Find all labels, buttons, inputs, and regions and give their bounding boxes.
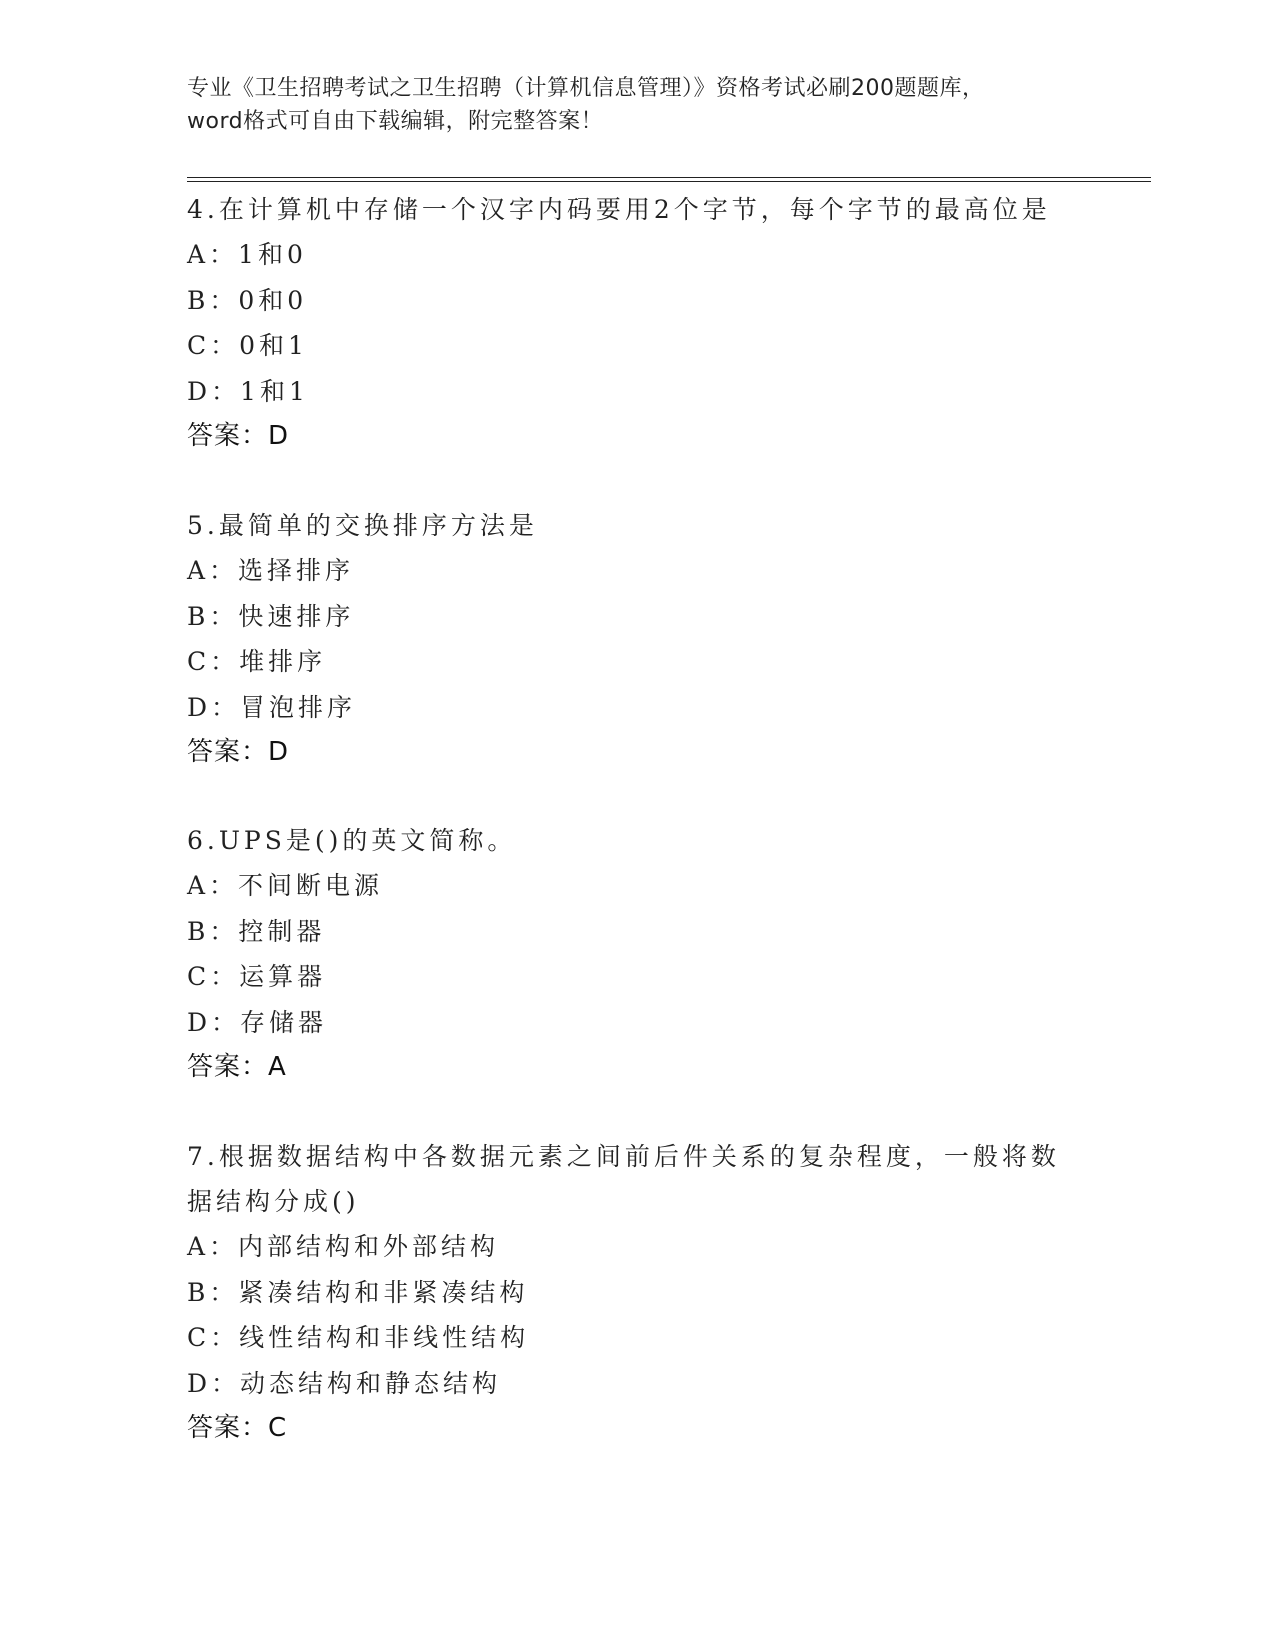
option-a: A：不间断电源 [187,871,384,900]
header-line-2: word格式可自由下载编辑，附完整答案！ [187,109,604,134]
answer-text: 答案：D [187,737,290,767]
option-b: B：控制器 [187,916,326,946]
question-text: 4.在计算机中存储一个汉字内码要用2个字节，每个字节的最高位是 [187,195,1051,224]
answer-text: 答案：D [187,421,290,451]
document-header [187,72,1087,138]
answer-text: 答案：C [187,1413,288,1443]
option-d: D：动态结构和静态结构 [187,1368,502,1398]
question-text: 6.UPS是()的英文简称。 [187,826,517,855]
question-block [187,503,1087,776]
question-block [187,187,1087,460]
question-block [187,818,1087,1091]
question-text: 5.最简单的交换排序方法是 [187,511,538,540]
question-block [187,1134,1087,1452]
option-c: C：线性结构和非线性结构 [187,1323,530,1352]
question-text: 7.根据数据结构中各数据元素之间前后件关系的复杂程度，一般将数据结构分成() [187,1142,1060,1216]
option-c: C：运算器 [187,962,327,991]
option-b: B：紧凑结构和非紧凑结构 [187,1277,529,1307]
option-c: C：0和1 [187,331,308,360]
option-b: B：快速排序 [187,601,355,631]
header-divider [187,177,1151,182]
option-a: A：选择排序 [187,556,355,585]
option-c: C：堆排序 [187,647,327,676]
option-d: D：冒泡排序 [187,692,357,722]
option-d: D：1和1 [187,376,309,406]
option-a: A：内部结构和外部结构 [187,1232,500,1261]
answer-text: 答案：A [187,1052,287,1082]
option-a: A：1和0 [187,240,307,269]
option-b: B：0和0 [187,285,308,315]
header-line-1: 专业《卫生招聘考试之卫生招聘（计算机信息管理）》资格考试必刷200题题库， [187,76,985,101]
option-d: D：存储器 [187,1007,328,1037]
